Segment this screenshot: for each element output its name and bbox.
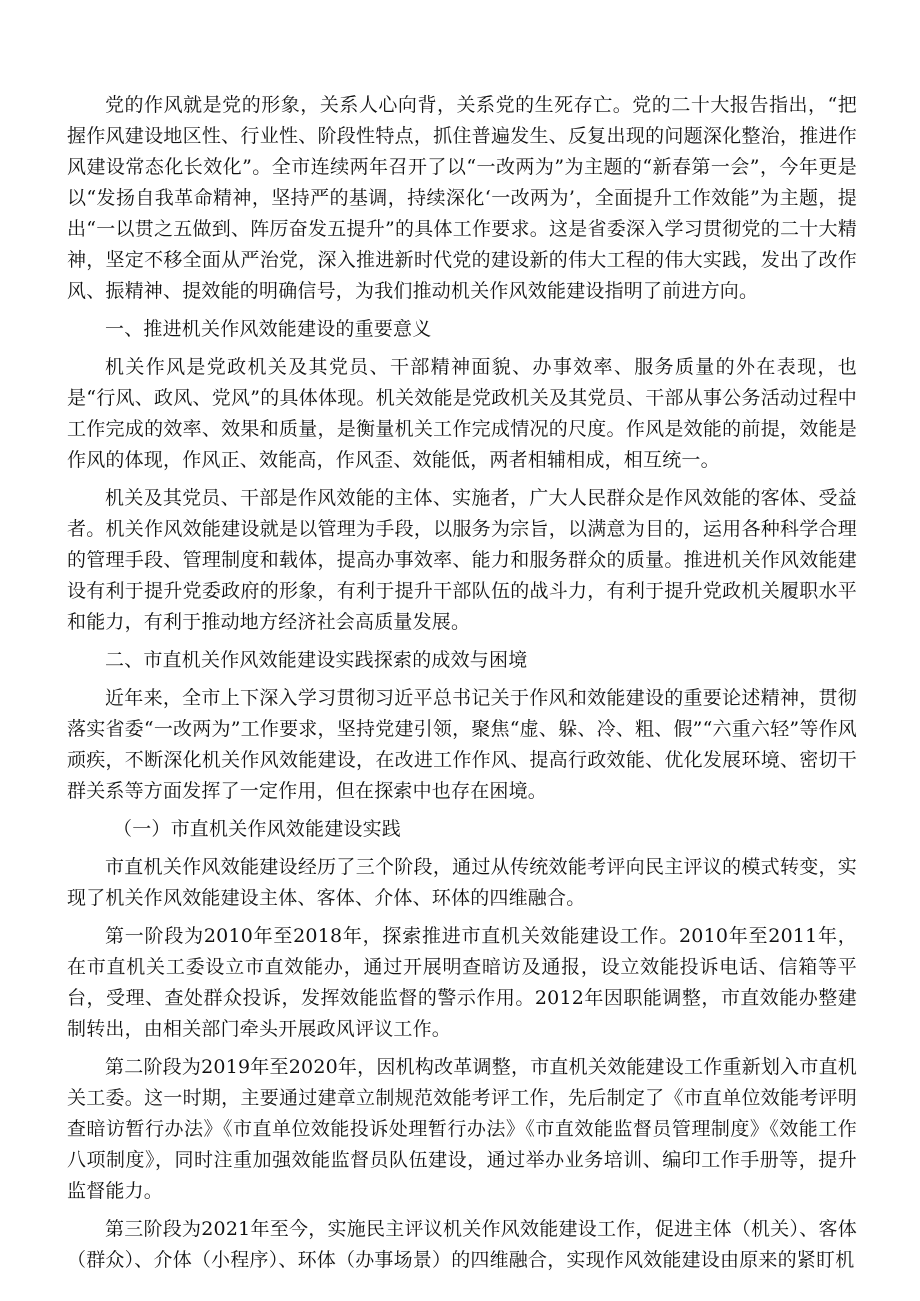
body-paragraph: 机关作风是党政机关及其党员、干部精神面貌、办事效率、服务质量的外在表现，也是“行风、政风、党风”的具体体现。机关效能是党政机关及其党员、干部从事公务活动过程中工作完成的效率、效果和质量，是衡量机关工作完成情况的尺度。作风是效能的前提，效能是作风的体现，作风正、效能高，作风歪、效能低，两者相辅相成，相互统一。 — [67, 356, 857, 471]
body-paragraph: 第三阶段为2021年至今，实施民主评议机关作风效能建设工作，促进主体（机关）、客体（群众）、介体（小程序）、环体（办事场景）的四维融合，实现作风效能建设由原来的紧盯机 — [67, 1218, 857, 1271]
subsection-heading-1: （一）市直机关作风效能建设实践 — [113, 818, 402, 840]
body-paragraph: 机关及其党员、干部是作风效能的主体、实施者，广大人民群众是作风效能的客体、受益者。机关作风效能建设就是以管理为手段，以服务为宗旨，以满意为目的，运用各种科学合理的管理手段、管理制度和载体，提高办事效率、能力和服务群众的质量。推进机关作风效能建设有利于提升党委政府的形象，有利于提升干部队伍的战斗力，有利于提升党政机关履职水平和能力，有利于推动地方经济社会高质量发展。 — [67, 487, 857, 633]
body-paragraph: 第二阶段为2019年至2020年，因机构改革调整，市直机关效能建设工作重新划入市直机关工委。这一时期，主要通过建章立制规范效能考评工作，先后制定了《市直单位效能考评明查暗访暂行办法》《市直单位效能投诉处理暂行办法》《市直效能监督员管理制度》《效能工作八项制度》，同时注重加强效能监督员队伍建设，通过举办业务培训、编印工作手册等，提升监督能力。 — [67, 1056, 857, 1202]
section-heading-2: 二、市直机关作风效能建设实践探索的成效与困境 — [105, 649, 528, 671]
body-paragraph: 近年来，全市上下深入学习贯彻习近平总书记关于作风和效能建设的重要论述精神，贯彻落实省委“一改两为”工作要求，坚持党建引领，聚焦“虚、躲、冷、粗、假”“六重六轻”等作风顽疾，不断深化机关作风效能建设，在改进工作作风、提高行政效能、优化发展环境、密切干群关系等方面发挥了一定作用，但在探索中也存在困境。 — [67, 687, 857, 802]
section-heading-1: 一、推进机关作风效能建设的重要意义 — [105, 318, 432, 340]
intro-paragraph: 党的作风就是党的形象，关系人心向背，关系党的生死存亡。党的二十大报告指出，“把握作风建设地区性、行业性、阶段性特点，抓住普遍发生、反复出现的问题深化整治，推进作风建设常态化长效化”。全市连续两年召开了以“一改两为”为主题的“新春第一会”，今年更是以“发扬自我革命精神，坚持严的基调，持续深化‘一改两为’，全面提升工作效能”为主题，提出“一以贯之五做到、阵厉奋发五提升”的具体工作要求。这是省委深入学习贯彻党的二十大精神，坚定不移全面从严治党，深入推进新时代党的建设新的伟大工程的伟大实践，发出了改作风、振精神、提效能的明确信号，为我们推动机关作风效能建设指明了前进方向。 — [67, 94, 857, 302]
document-body — [67, 90, 857, 1283]
body-paragraph: 市直机关作风效能建设经历了三个阶段，通过从传统效能考评向民主评议的模式转变，实现了机关作风效能建设主体、客体、介体、环体的四维融合。 — [67, 856, 857, 909]
body-paragraph: 第一阶段为2010年至2018年，探索推进市直机关效能建设工作。2010年至2011年，在市直机关工委设立市直效能办，通过开展明查暗访及通报，设立效能投诉电话、信箱等平台，受理、查处群众投诉，发挥效能监督的警示作用。2012年因职能调整，市直效能办整建制转出，由相关部门牵头开展政风评议工作。 — [67, 925, 857, 1040]
